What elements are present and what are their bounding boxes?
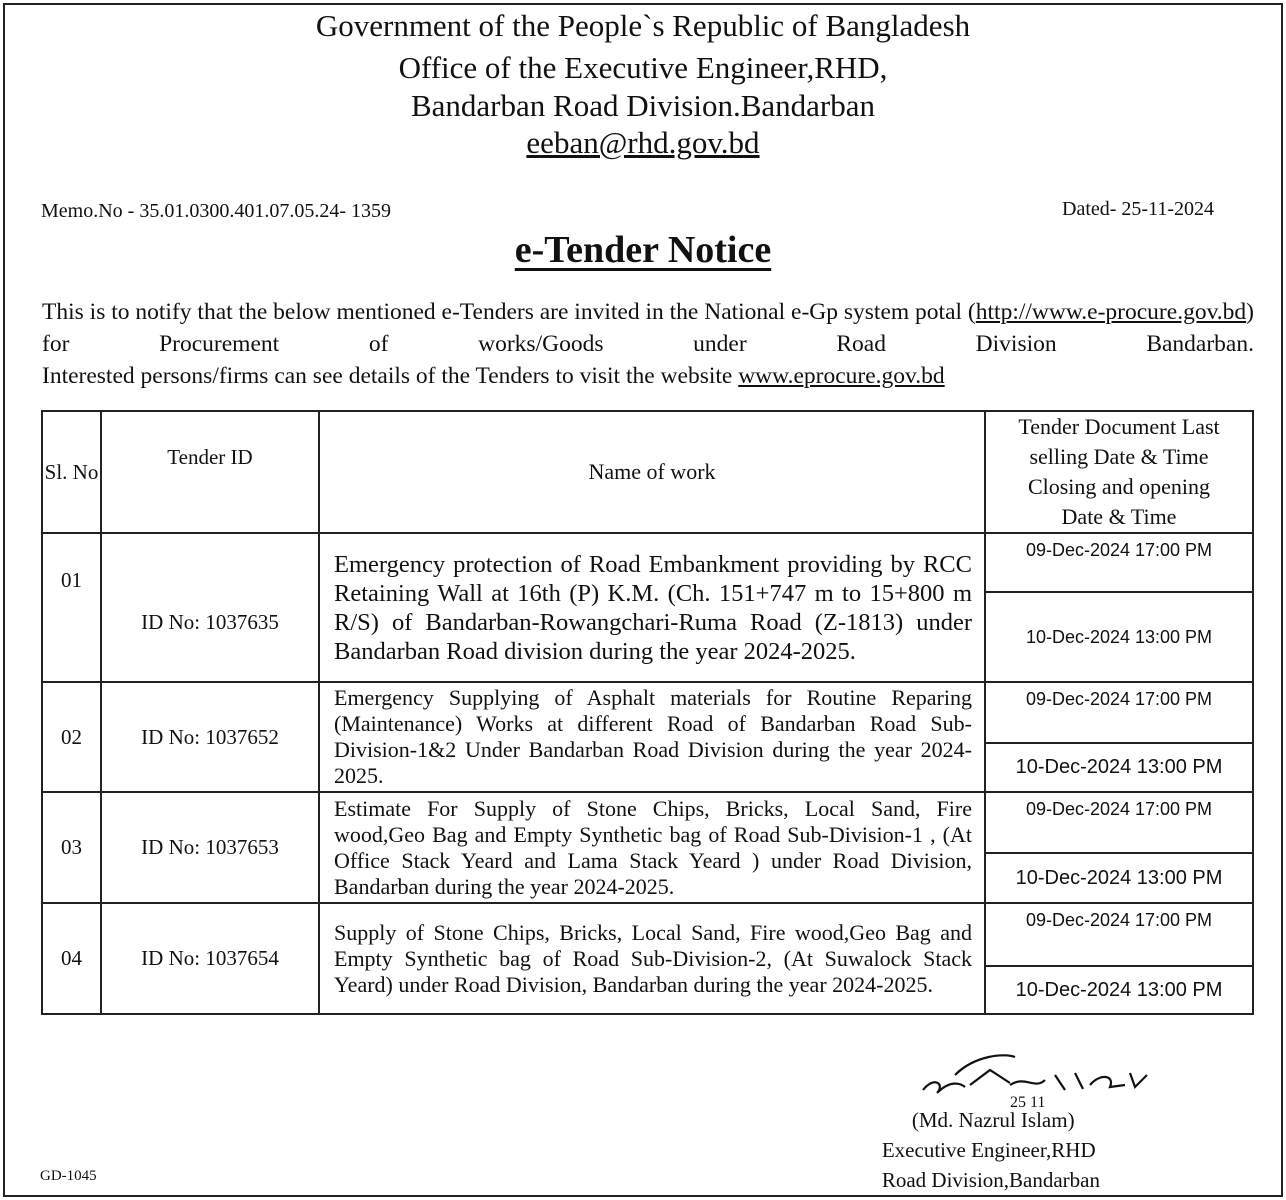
- e-procure-link[interactable]: http://www.e-procure.gov.bd: [975, 299, 1247, 325]
- last-selling-date: 09-Dec-2024 17:00 PM: [985, 682, 1253, 743]
- last-selling-date: 09-Dec-2024 17:00 PM: [985, 903, 1253, 966]
- name-of-work: Emergency Supplying of Asphalt materials for Routine Reparing (Maintenance) Works at different Road of Bandarban Road Sub-Division-1&2 Under Bandarban Road Division during the year 2024-2025.: [319, 682, 985, 792]
- dated: Dated- 25-11-2024: [1062, 198, 1214, 220]
- header-division: Bandarban Road Division.Bandarban: [410, 88, 876, 123]
- intro-paragraph: This is to notify that the below mentioned e-Tenders are invited in the National e-Gp system potal (http://www.e-procure.gov.bd) for Procurement of works/Goods under Road Division Bandarban. Interested persons/firms can see details of the Tenders to visit the website www.eprocure.gov.bd: [42, 299, 1254, 389]
- header-office: Office of the Executive Engineer,RHD,: [398, 50, 888, 85]
- header-government: Government of the People`s Republic of Bangladesh: [315, 8, 971, 43]
- header-dates: Tender Document Last selling Date & Time Closing and opening Date & Time: [985, 411, 1253, 533]
- header-tender-id: Tender ID: [101, 411, 319, 533]
- tender-id: ID No: 1037654: [101, 903, 319, 1014]
- tender-id: ID No: 1037653: [101, 792, 319, 903]
- serial-number: 01: [42, 533, 101, 682]
- signature-block: [882, 1105, 1100, 1195]
- header-email: [0, 125, 1286, 161]
- table-row: [42, 903, 1253, 966]
- signatory-name: (Md. Nazrul Islam): [911, 1108, 1075, 1132]
- last-selling-date: 09-Dec-2024 17:00 PM: [985, 792, 1253, 853]
- email-link[interactable]: eeban@rhd.gov.bd: [526, 125, 760, 160]
- serial-number: 02: [42, 682, 101, 792]
- footer-code: GD-1045: [40, 1168, 97, 1184]
- header-name-of-work: Name of work: [319, 411, 985, 533]
- table-header-row: [42, 411, 1253, 533]
- svg-text:25 11: 25 11: [1010, 1094, 1046, 1111]
- last-selling-date: 09-Dec-2024 17:00 PM: [985, 533, 1253, 592]
- closing-opening-date: 10-Dec-2024 13:00 PM: [985, 853, 1253, 903]
- tender-id: ID No: 1037652: [101, 682, 319, 792]
- table-row: [42, 682, 1253, 743]
- tender-id: ID No: 1037635: [101, 533, 319, 682]
- serial-number: 03: [42, 792, 101, 903]
- serial-number: 04: [42, 903, 101, 1014]
- table-row: [42, 533, 1253, 592]
- signatory-office: Road Division,Bandarban: [881, 1168, 1100, 1192]
- eprocure-website-link[interactable]: www.eprocure.gov.bd: [738, 363, 945, 389]
- closing-opening-date: 10-Dec-2024 13:00 PM: [985, 592, 1253, 682]
- page-title: e-Tender Notice: [514, 229, 772, 271]
- header-sl: Sl. No: [42, 411, 101, 533]
- name-of-work: Estimate For Supply of Stone Chips, Bricks, Local Sand, Fire wood,Geo Bag and Empty Synthetic bag of Road Sub-Division-1 , (At Office Stack Yeard and Lama Stack Yeard ) under Road Division, Bandarban during the year 2024-2025.: [319, 792, 985, 903]
- table-row: [42, 792, 1253, 853]
- closing-opening-date: 10-Dec-2024 13:00 PM: [985, 743, 1253, 792]
- name-of-work: Supply of Stone Chips, Bricks, Local Sand, Fire wood,Geo Bag and Empty Synthetic bag of Road Sub-Division-2, (At Suwalock Stack Yeard) under Road Division, Bandarban during the year 2024-2025.: [319, 903, 985, 1014]
- closing-opening-date: 10-Dec-2024 13:00 PM: [985, 966, 1253, 1014]
- name-of-work: Emergency protection of Road Embankment providing by RCC Retaining Wall at 16th (P) K.M. (Ch. 151+747 m to 15+800 m R/S) of Bandarban-Rowangchari-Ruma Road (Z-1813) under Bandarban Road division during the year 2024-2025.: [319, 533, 985, 682]
- memo-number: Memo.No - 35.01.0300.401.07.05.24- 1359: [41, 200, 391, 222]
- signatory-designation: Executive Engineer,RHD: [881, 1138, 1096, 1162]
- tender-table: [41, 410, 1254, 1015]
